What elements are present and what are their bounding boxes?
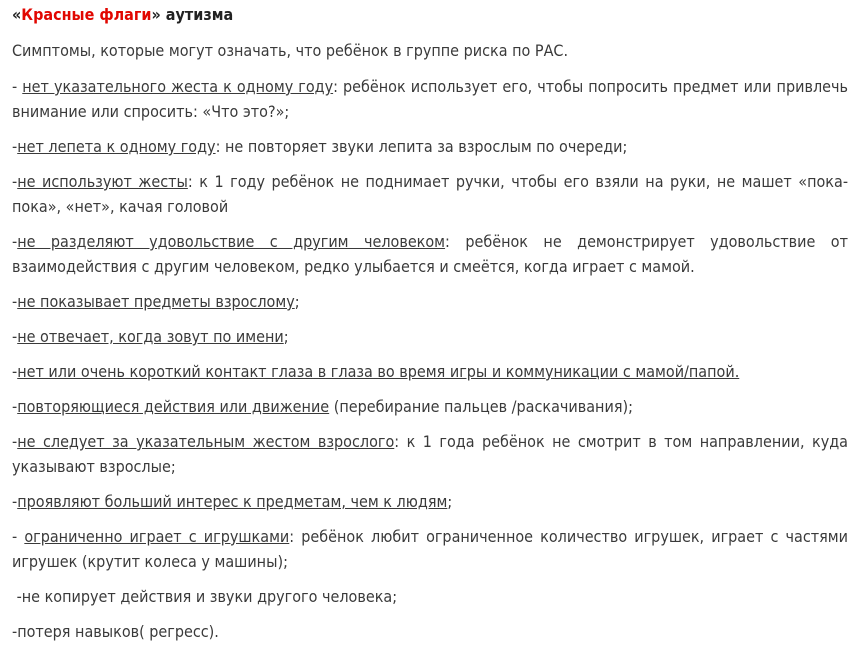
item-term: нет лепета к одному году bbox=[17, 137, 216, 156]
item-prefix: - bbox=[12, 137, 18, 156]
list-item bbox=[12, 289, 848, 314]
item-description: ; bbox=[294, 292, 300, 311]
list-item bbox=[12, 619, 848, 644]
list-item bbox=[12, 489, 848, 514]
item-prefix: - bbox=[12, 622, 18, 641]
list-item bbox=[12, 229, 848, 279]
item-description: : к 1 году ребёнок не поднимает ручки, чтобы его взяли на руки, не машет «пока-пока», «нет», качая головой bbox=[12, 172, 849, 216]
list-item bbox=[12, 169, 848, 219]
list-item bbox=[12, 134, 848, 159]
title-rest: аутизма bbox=[160, 5, 234, 24]
item-prefix: - bbox=[12, 292, 18, 311]
item-prefix: - bbox=[12, 432, 18, 451]
list-item bbox=[12, 429, 848, 479]
item-description: ; bbox=[447, 492, 453, 511]
item-term: не отвечает, когда зовут по имени bbox=[17, 327, 284, 346]
item-term: не используют жесты bbox=[17, 172, 188, 191]
item-term: не следует за указательным жестом взрослого bbox=[17, 432, 395, 451]
item-term: нет или очень короткий контакт глаза в глаза во время игры и коммуникации с мамой/папой. bbox=[17, 362, 740, 381]
title-highlight: Красные флаги bbox=[21, 5, 152, 24]
list-item bbox=[12, 394, 848, 419]
page-title bbox=[12, 2, 848, 27]
list-item bbox=[12, 324, 848, 349]
item-prefix: - bbox=[12, 397, 18, 416]
item-description: : ребёнок не демонстрирует удовольствие от взаимодействия с другим человеком, редко улыбается и смеётся, когда играет с мамой. bbox=[12, 232, 848, 276]
item-description: потеря навыков( регресс). bbox=[17, 622, 219, 641]
item-term: не показывает предметы взрослому bbox=[17, 292, 295, 311]
item-prefix: - bbox=[12, 587, 22, 606]
list-item bbox=[12, 74, 848, 124]
title-open-quote: « bbox=[12, 5, 22, 24]
item-description: : к 1 года ребёнок не смотрит в том направлении, куда указывают взрослые; bbox=[12, 432, 848, 476]
item-term: повторяющиеся действия или движение bbox=[17, 397, 330, 416]
item-description: : ребёнок использует его, чтобы попросить предмет или привлечь внимание или спросить: «Что это?»; bbox=[12, 77, 848, 121]
item-prefix: - bbox=[12, 362, 18, 381]
item-description: (перебирание пальцев /раскачивания); bbox=[329, 397, 633, 416]
item-term: проявляют больший интерес к предметам, чем к людям bbox=[17, 492, 448, 511]
item-term: не разделяют удовольствие с другим человеком bbox=[17, 232, 446, 251]
list-item bbox=[12, 584, 848, 609]
item-prefix: - bbox=[12, 527, 25, 546]
item-description: ; bbox=[283, 327, 289, 346]
item-term: нет указательного жеста к одному году bbox=[22, 77, 334, 96]
item-prefix: - bbox=[12, 232, 18, 251]
list-item bbox=[12, 359, 848, 384]
item-description: : ребёнок любит ограниченное количество игрушек, играет с частями игрушек (крутит колеса у машины); bbox=[12, 527, 849, 571]
item-prefix: - bbox=[12, 327, 18, 346]
item-description: : не повторяет звуки лепита за взрослым по очереди; bbox=[215, 137, 628, 156]
item-prefix: - bbox=[12, 172, 18, 191]
item-prefix: - bbox=[12, 492, 18, 511]
item-prefix: - bbox=[12, 77, 23, 96]
title-close-quote: » bbox=[151, 5, 161, 24]
item-description: не копирует действия и звуки другого человека; bbox=[21, 587, 398, 606]
list-item bbox=[12, 524, 848, 574]
intro-paragraph: Симптомы, которые могут означать, что ребёнок в группе риска по РАС. bbox=[12, 41, 569, 60]
item-term: ограниченно играет с игрушками bbox=[24, 527, 290, 546]
